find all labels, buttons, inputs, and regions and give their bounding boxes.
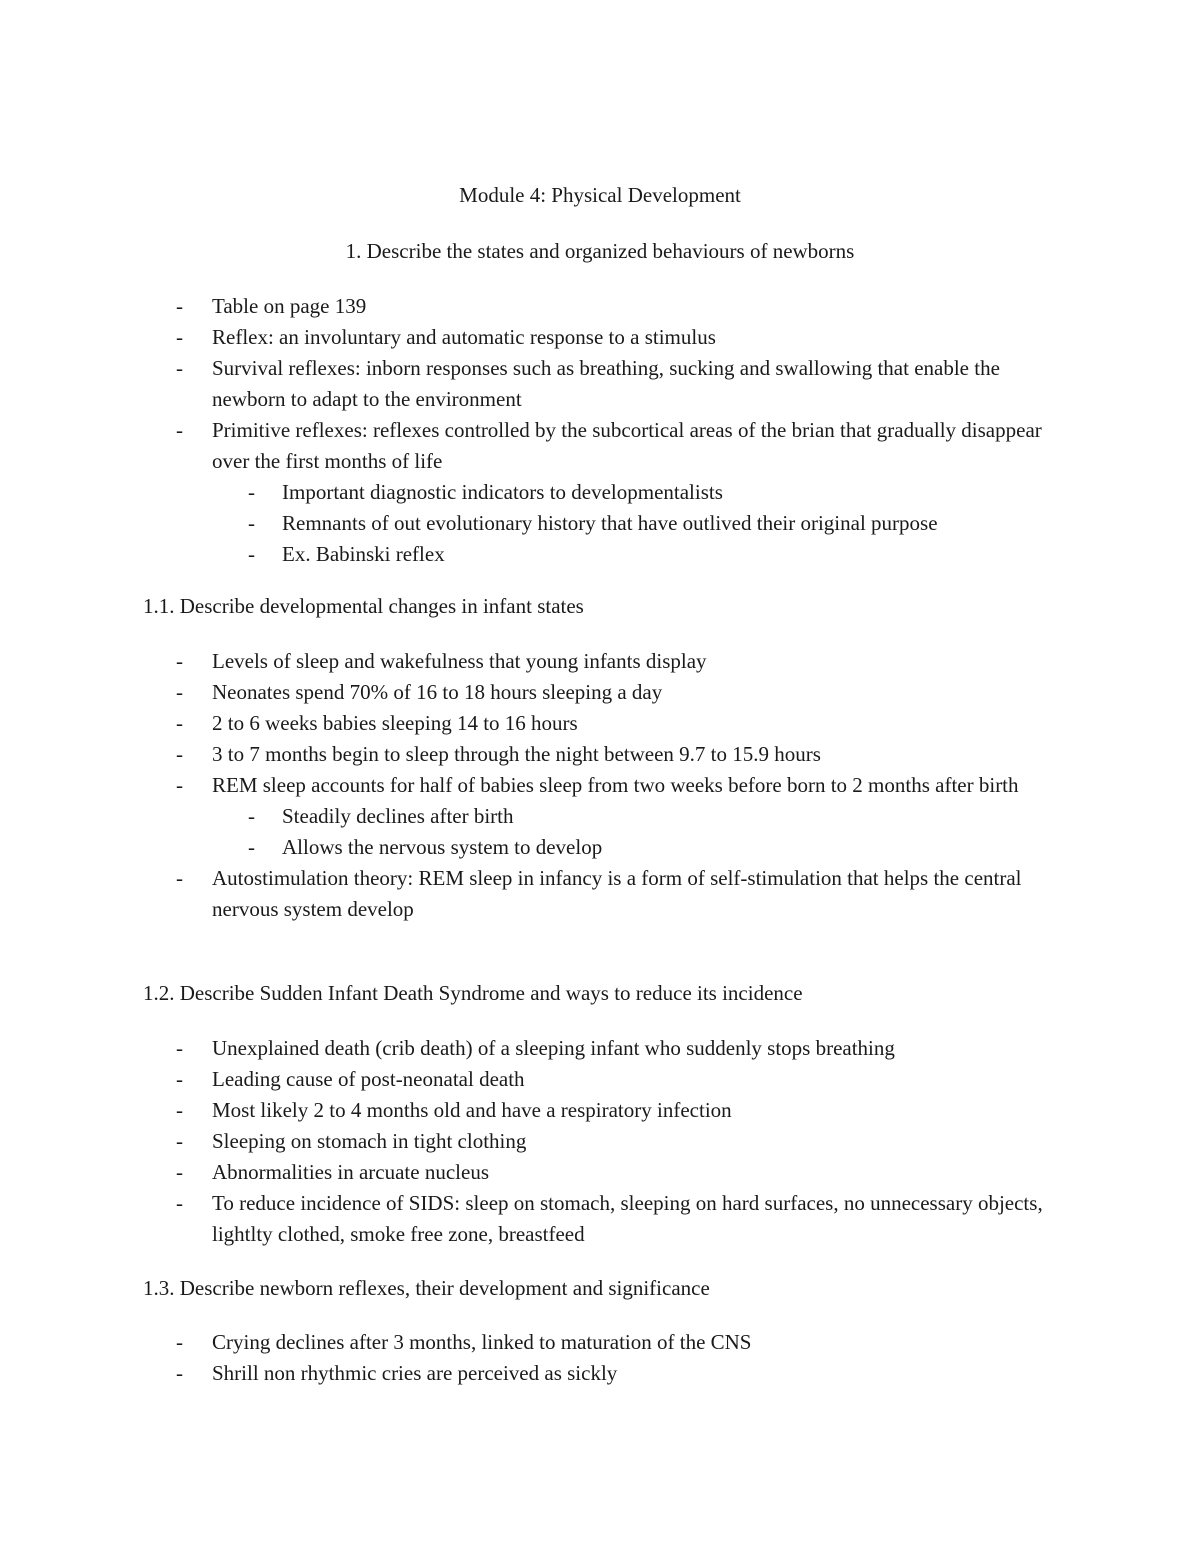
list-item bbox=[0, 677, 1200, 708]
bullet-dash: - bbox=[176, 742, 183, 766]
list-item-text: REM sleep accounts for half of babies sleep from two weeks before born to 2 months after birth bbox=[212, 773, 1019, 797]
bullet-dash: - bbox=[176, 1129, 183, 1153]
bullet-dash: - bbox=[176, 1098, 183, 1122]
list-item bbox=[0, 1358, 1200, 1389]
list-item-text: Abnormalities in arcuate nucleus bbox=[212, 1160, 489, 1184]
list-item bbox=[0, 322, 1200, 353]
list-item-text: Crying declines after 3 months, linked to maturation of the CNS bbox=[212, 1330, 752, 1354]
list-item bbox=[0, 708, 1200, 739]
heading-1-3: 1.3. Describe newborn reflexes, their development and significance bbox=[143, 1276, 710, 1300]
bullet-dash: - bbox=[176, 1160, 183, 1184]
bullet-dash: - bbox=[248, 480, 255, 504]
sub-list-item bbox=[0, 477, 1200, 508]
bullet-dash: - bbox=[176, 1067, 183, 1091]
heading-1-1: 1.1. Describe developmental changes in infant states bbox=[143, 594, 584, 618]
list-item-text: Unexplained death (crib death) of a sleeping infant who suddenly stops breathing bbox=[212, 1036, 895, 1060]
section-1-3-list bbox=[0, 1327, 1200, 1389]
list-item-text: Autostimulation theory: REM sleep in infancy is a form of self-stimulation that helps the central nervous system develop bbox=[212, 866, 1022, 921]
heading-1-2: 1.2. Describe Sudden Infant Death Syndrome and ways to reduce its incidence bbox=[143, 981, 803, 1005]
list-item-text: Important diagnostic indicators to developmentalists bbox=[282, 480, 723, 504]
list-item bbox=[0, 1126, 1200, 1157]
list-item bbox=[0, 1064, 1200, 1095]
list-item bbox=[0, 291, 1200, 322]
list-item bbox=[0, 353, 1200, 415]
bullet-dash: - bbox=[248, 511, 255, 535]
bullet-dash: - bbox=[176, 711, 183, 735]
bullet-dash: - bbox=[176, 356, 183, 380]
list-item bbox=[0, 770, 1200, 801]
bullet-dash: - bbox=[176, 680, 183, 704]
list-item bbox=[0, 415, 1200, 477]
bullet-dash: - bbox=[176, 294, 183, 318]
list-item-text: 2 to 6 weeks babies sleeping 14 to 16 hours bbox=[212, 711, 578, 735]
list-item bbox=[0, 1327, 1200, 1358]
sub-list-item bbox=[0, 832, 1200, 863]
bullet-dash: - bbox=[176, 866, 183, 890]
bullet-dash: - bbox=[248, 835, 255, 859]
bullet-dash: - bbox=[176, 1330, 183, 1354]
list-item-text: Remnants of out evolutionary history that have outlived their original purpose bbox=[282, 511, 938, 535]
list-item bbox=[0, 1188, 1200, 1250]
list-item-text: Leading cause of post-neonatal death bbox=[212, 1067, 525, 1091]
list-item-text: Sleeping on stomach in tight clothing bbox=[212, 1129, 527, 1153]
bullet-dash: - bbox=[176, 418, 183, 442]
list-item-text: Neonates spend 70% of 16 to 18 hours sleeping a day bbox=[212, 680, 663, 704]
list-item-text: Steadily declines after birth bbox=[282, 804, 514, 828]
bullet-dash: - bbox=[176, 773, 183, 797]
list-item-text: Shrill non rhythmic cries are perceived as sickly bbox=[212, 1361, 618, 1385]
list-item-text: Ex. Babinski reflex bbox=[282, 542, 445, 566]
bullet-dash: - bbox=[176, 1036, 183, 1060]
section-1-1-list bbox=[0, 646, 1200, 925]
list-item bbox=[0, 1157, 1200, 1188]
list-item bbox=[0, 739, 1200, 770]
sub-list-item bbox=[0, 801, 1200, 832]
page-title: Module 4: Physical Development bbox=[459, 183, 741, 207]
list-item-text: Survival reflexes: inborn responses such as breathing, sucking and swallowing that enable the newborn to adapt to the environment bbox=[212, 356, 1000, 411]
bullet-dash: - bbox=[176, 1361, 183, 1385]
list-item-text: Primitive reflexes: reflexes controlled by the subcortical areas of the brian that gradually disappear over the first months of life bbox=[212, 418, 1042, 473]
list-item-text: To reduce incidence of SIDS: sleep on stomach, sleeping on hard surfaces, no unnecessary objects, lightlty clothed, smoke free zone, breastfeed bbox=[212, 1191, 1043, 1246]
sub-list-item bbox=[0, 508, 1200, 539]
section-1-2-list bbox=[0, 1033, 1200, 1250]
section-1-list bbox=[0, 291, 1200, 570]
bullet-dash: - bbox=[176, 1191, 183, 1215]
sub-list-item bbox=[0, 539, 1200, 570]
list-item bbox=[0, 646, 1200, 677]
list-item bbox=[0, 863, 1200, 925]
list-item-text: Table on page 139 bbox=[212, 294, 367, 318]
question-1-heading: 1. Describe the states and organized behaviours of newborns bbox=[345, 239, 855, 263]
bullet-dash: - bbox=[176, 325, 183, 349]
bullet-dash: - bbox=[248, 542, 255, 566]
list-item bbox=[0, 1033, 1200, 1064]
bullet-dash: - bbox=[176, 649, 183, 673]
bullet-dash: - bbox=[248, 804, 255, 828]
list-item bbox=[0, 1095, 1200, 1126]
list-item-text: Most likely 2 to 4 months old and have a respiratory infection bbox=[212, 1098, 732, 1122]
list-item-text: 3 to 7 months begin to sleep through the night between 9.7 to 15.9 hours bbox=[212, 742, 821, 766]
list-item-text: Reflex: an involuntary and automatic response to a stimulus bbox=[212, 325, 716, 349]
list-item-text: Allows the nervous system to develop bbox=[282, 835, 603, 859]
list-item-text: Levels of sleep and wakefulness that young infants display bbox=[212, 649, 707, 673]
